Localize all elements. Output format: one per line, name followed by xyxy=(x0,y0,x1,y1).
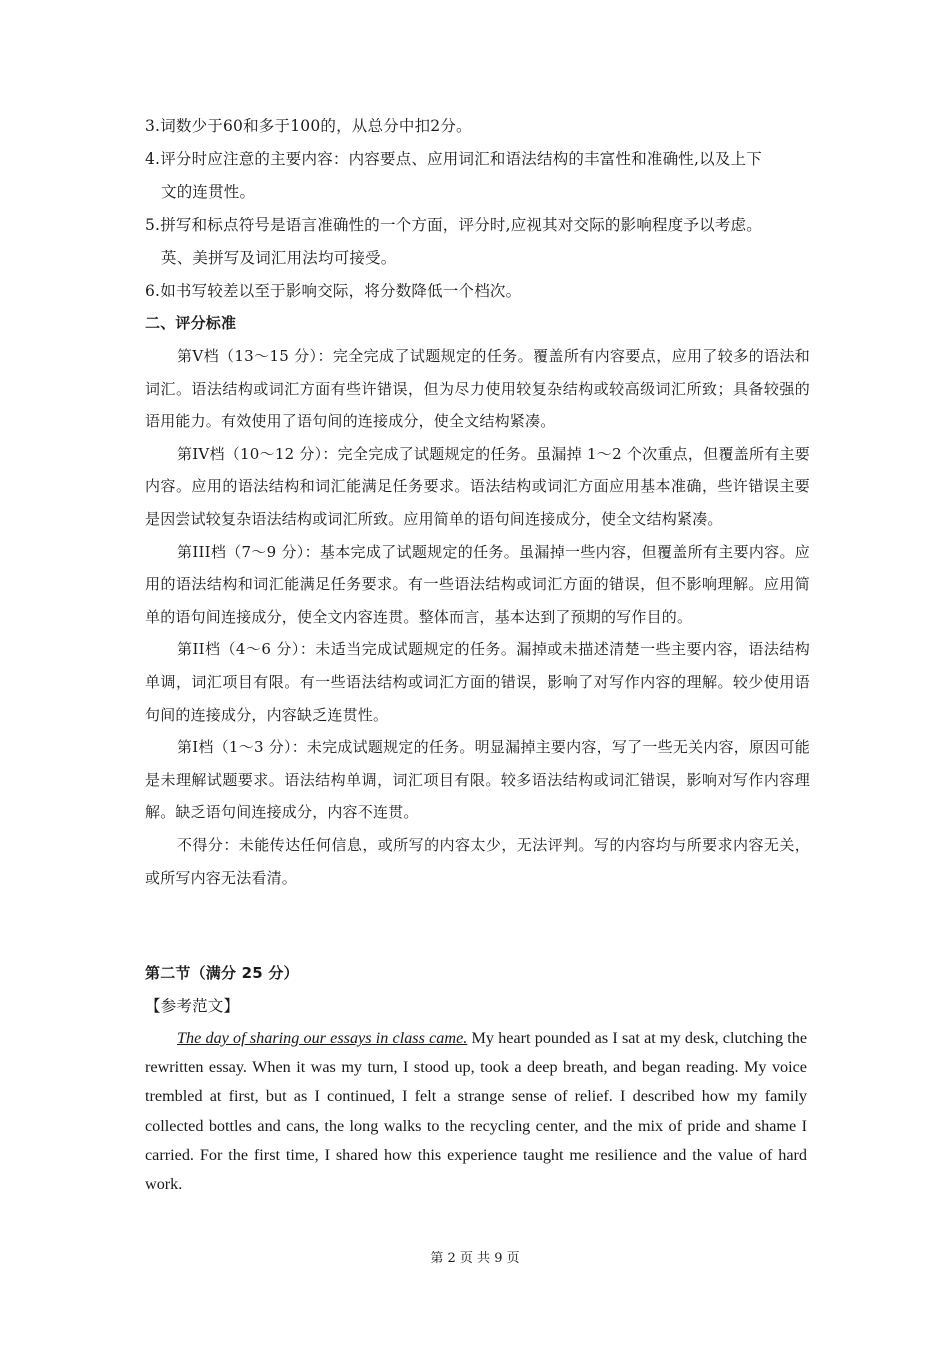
page-number: 第 2 页 共 9 页 xyxy=(430,1251,520,1266)
essay-body: My heart pounded as I sat at my desk, clutching the rewritten essay. When it was my turn, I stood up, took a deep breath, and began reading. My voice trembled at first, but as I continued, I felt a strange sense of relief. I described how my family collected bottles and cans, the long walks to the recycling center, and the mix of pride and shame I carried. For the first time, I shared how this experience taught me resilience and the value of hard work. xyxy=(145,1029,808,1194)
note-item-5-continued: 英、美拼写及词汇用法均可接受。 xyxy=(161,249,397,267)
sample-essay-label: 【参考范文】 xyxy=(145,997,240,1015)
grade-i: 第I档（1～3 分）：未完成试题规定的任务。明显漏掉主要内容，写了一些无关内容，原因可能是未理解试题要求。语法结构单调，词汇项目有限。较多语法结构或词汇错误，影响对写作内容理解。缺乏语句间连接成分，内容不连贯。 xyxy=(145,738,810,822)
grade-zero: 不得分：未能传达任何信息，或所写的内容太少，无法评判。写的内容均与所要求内容无关，或所写内容无法看清。 xyxy=(145,835,810,887)
grade-iii: 第III档（7～9 分）：基本完成了试题规定的任务。虽漏掉一些内容，但覆盖所有主要内容。应用的语法结构和词汇能满足任务要求。有一些语法结构或词汇方面的错误，但不影响理解。应用简单的语句间连接成分，使全文内容连贯。整体而言，基本达到了预期的写作目的。 xyxy=(145,542,810,626)
note-item-5: 5.拼写和标点符号是语言准确性的一个方面，评分时,应视其对交际的影响程度予以考虑。 xyxy=(145,216,762,234)
grade-iv: 第IV档（10～12 分）：完全完成了试题规定的任务。虽漏掉 1～2 个次重点，但覆盖所有主要内容。应用的语法结构和词汇能满足任务要求。语法结构或词汇方面应用基本准确，些许错误主要是因尝试较复杂语法结构或词汇所致。应用简单的语句间连接成分，使全文结构紧凑。 xyxy=(145,444,810,528)
grade-ii: 第II档（4～6 分）：未适当完成试题规定的任务。漏掉或未描述清楚一些主要内容，语法结构单调，词汇项目有限。有一些语法结构或词汇方面的错误，影响了对写作内容的理解。较少使用语句间的连接成分，内容缺乏连贯性。 xyxy=(145,640,810,724)
note-item-4: 4.评分时应注意的主要内容：内容要点、应用词汇和语法结构的丰富性和准确性,以及上下 xyxy=(145,150,762,168)
scoring-criteria xyxy=(145,307,810,894)
section2-heading: 第二节（满分 25 分） xyxy=(145,964,299,982)
sample-essay xyxy=(145,1024,807,1199)
section-two xyxy=(145,957,810,1023)
grade-v: 第V档（13～15 分）：完全完成了试题规定的任务。覆盖所有内容要点，应用了较多的语法和词汇。语法结构或词汇方面有些许错误，但为尽力使用较复杂结构或较高级词汇所致；具备较强的语用能力。有效使用了语句间的连接成分，使全文结构紧凑。 xyxy=(145,347,810,431)
note-item-4-continued: 文的连贯性。 xyxy=(161,183,256,201)
scoring-notes xyxy=(145,110,810,308)
essay-lead-sentence: The day of sharing our essays in class came. xyxy=(177,1029,468,1047)
note-item-3: 3.词数少于60和多于100的，从总分中扣2分。 xyxy=(145,117,472,135)
criteria-heading: 二、评分标准 xyxy=(145,314,237,332)
note-item-6: 6.如书写较差以至于影响交际，将分数降低一个档次。 xyxy=(145,282,522,300)
